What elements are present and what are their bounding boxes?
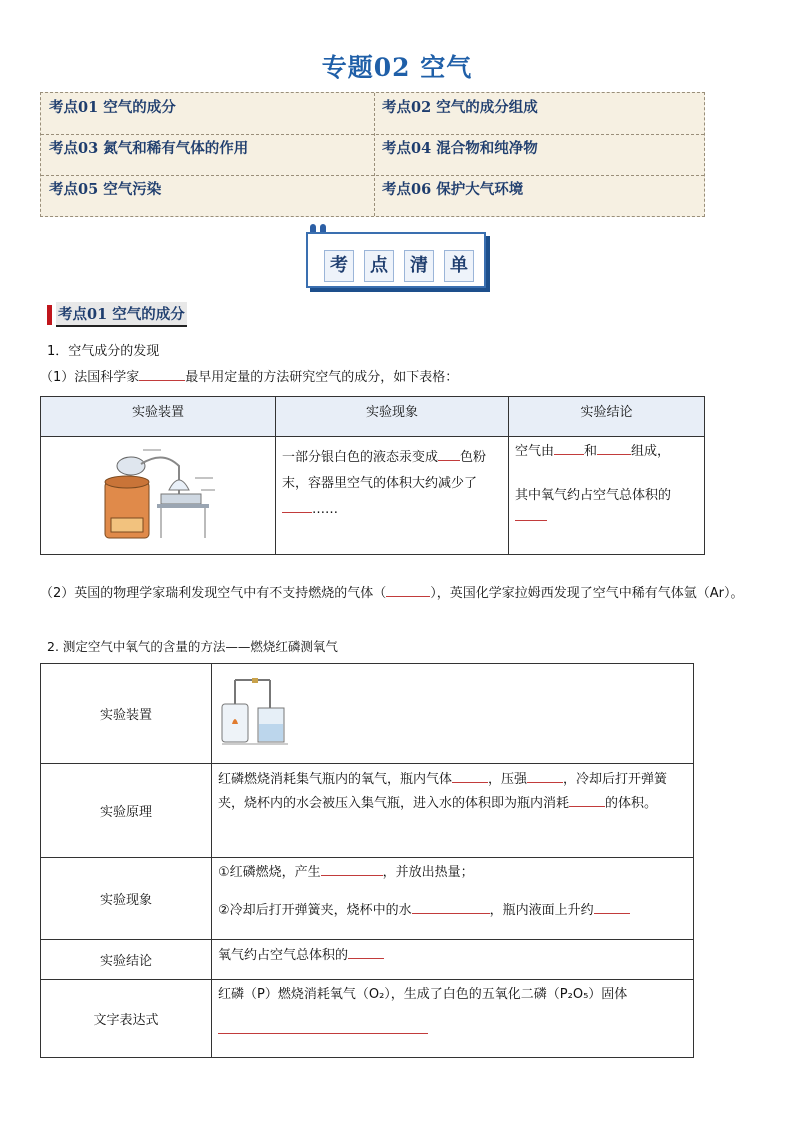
phenomenon-cell: 一部分银白色的液态汞变成 色粉末，容器里空气的体积大约减少了……: [276, 437, 509, 555]
apparatus-image: [212, 664, 694, 764]
answer-blank[interactable]: [527, 782, 563, 783]
row-label: 实验现象: [41, 858, 212, 940]
principle-cell: 红磷燃烧消耗集气瓶内的氧气，瓶内气体 ，压强 ，冷却后打开弹簧夹，烧杯内的水会被压入集气瓶，进入水的体积即为瓶内消耗 的体积。: [212, 764, 694, 858]
answer-blank[interactable]: [386, 596, 430, 597]
toc-item[interactable]: 考点01 空气的成分: [49, 99, 176, 116]
lavoisier-table: [40, 396, 705, 555]
answer-blank[interactable]: [569, 806, 605, 807]
toc-item[interactable]: 考点04 混合物和纯净物: [382, 140, 538, 157]
banner-char: 点: [364, 250, 394, 282]
topic-index: [40, 92, 705, 217]
banner-char: 清: [404, 250, 434, 282]
answer-blank[interactable]: [597, 454, 631, 455]
toc-item[interactable]: 考点02 空气的成分组成: [382, 99, 538, 116]
question-1-sub2: （2）英国的物理学家瑞利发现空气中有不支持燃烧的气体（ ），英国化学家拉姆西发现了空气中稀有气体氩（Ar）。: [40, 586, 744, 601]
row-label: 实验原理: [41, 764, 212, 858]
banner-char: 单: [444, 250, 474, 282]
page-title: 专题02 空气: [321, 53, 473, 82]
toc-item[interactable]: 考点03 氮气和稀有气体的作用: [49, 140, 249, 157]
phosphorus-table: [40, 663, 694, 1058]
conclusion-cell: 空气由 和 组成， 其中氧气约占空气总体积的: [509, 437, 705, 555]
question-1-heading: 1．空气成分的发现: [47, 344, 160, 359]
question-2-heading: 2. 测定空气中氧气的含量的方法——燃烧红磷测氧气: [47, 639, 338, 654]
answer-blank[interactable]: [594, 913, 630, 914]
apparatus-image: [41, 437, 276, 555]
answer-blank[interactable]: [282, 512, 312, 513]
toc-item[interactable]: 考点06 保护大气环境: [382, 181, 524, 198]
table-header: 实验结论: [509, 397, 705, 437]
question-1-sub1: （1）法国科学家 最早用定量的方法研究空气的成分，如下表格：: [40, 370, 459, 385]
row-label: 实验结论: [41, 940, 212, 980]
section-marker: [47, 305, 52, 325]
conclusion-cell: 氧气约占空气总体积的: [212, 940, 694, 980]
table-header: 实验装置: [41, 397, 276, 437]
answer-blank[interactable]: [139, 380, 185, 381]
table-header: 实验现象: [276, 397, 509, 437]
red-phosphorus-apparatus-illustration: [218, 668, 298, 748]
answer-blank[interactable]: [452, 782, 488, 783]
answer-blank[interactable]: [515, 520, 547, 521]
row-label: 实验装置: [41, 664, 212, 764]
answer-blank[interactable]: [348, 958, 384, 959]
row-label: 文字表达式: [41, 980, 212, 1058]
answer-blank[interactable]: [438, 460, 460, 461]
answer-blank[interactable]: [321, 875, 383, 876]
toc-item[interactable]: 考点05 空气污染: [49, 181, 162, 198]
answer-blank[interactable]: [412, 913, 490, 914]
section-heading: 考点01 空气的成分: [47, 302, 187, 327]
phenomenon-cell: ①红磷燃烧，产生 ，并放出热量； ②冷却后打开弹簧夹，烧杯中的水 ，瓶内液面上升约: [212, 858, 694, 940]
section-banner: [306, 224, 488, 288]
lavoisier-apparatus-illustration: [83, 444, 233, 544]
answer-blank[interactable]: [218, 1033, 428, 1034]
banner-char: 考: [324, 250, 354, 282]
equation-cell: 红磷（P）燃烧消耗氧气（O₂），生成了白色的五氧化二磷（P₂O₅）固体: [212, 980, 694, 1058]
answer-blank[interactable]: [554, 454, 584, 455]
